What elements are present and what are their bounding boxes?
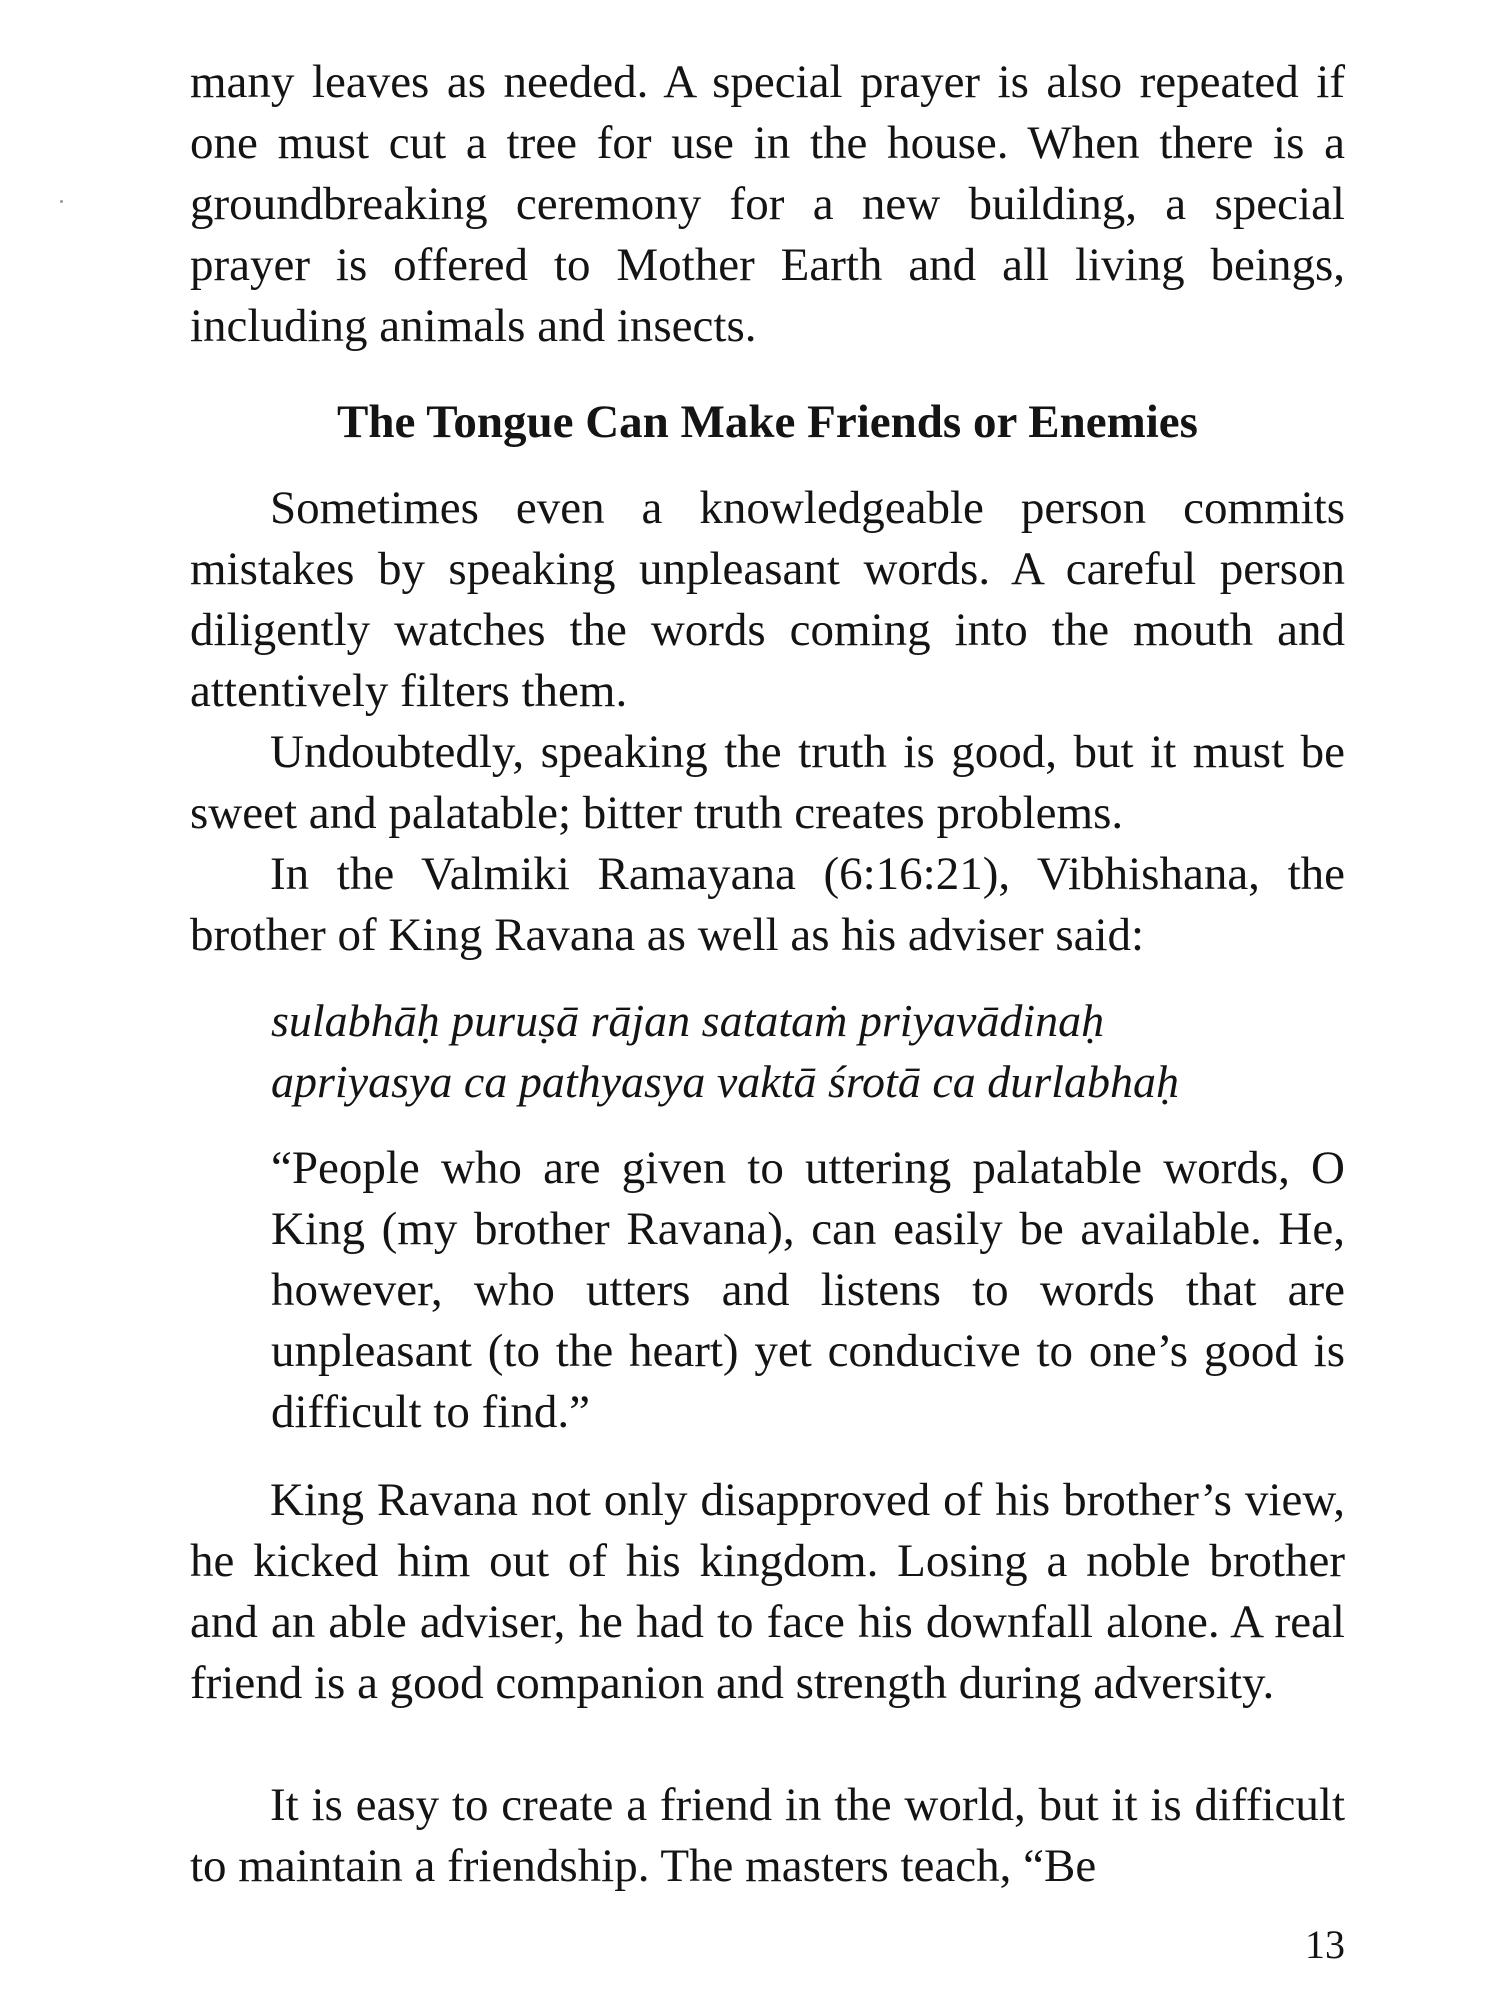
paragraph-5: It is easy to create a friend in the world, but it is difficult to maintain a friendship. The masters teach, “Be [190,1779,1345,1892]
verse-line-2: apriyasya ca pathyasya vaktā śrotā ca durlabhaḥ [271,1056,1179,1107]
section-heading: The Tongue Can Make Friends or Enemies [337,396,1198,448]
paragraph-1: Sometimes even a knowledgeable person commits mistakes by speaking unpleasant words. A careful person diligently watches the words coming into the mouth and attentively filters them. [190,482,1345,717]
verse-line-1: sulabhāḥ puruṣā rājan satataṁ priyavādinaḥ [271,995,1105,1046]
paragraph-2: Undoubtedly, speaking the truth is good, but it must be sweet and palatable; bitter truth creates problems. [190,726,1345,839]
paragraph-4: King Ravana not only disapproved of his brother’s view, he kicked him out of his kingdom. Losing a noble brother and an able adviser, he had to face his downfall alone. A real friend is a good companion and strength during adversity. [190,1474,1345,1709]
paragraph-intro: many leaves as needed. A special prayer is also repeated if one must cut a tree for use in the house. When there is a groundbreaking ceremony for a new building, a special prayer is offered to Mother Earth and all living beings, including animals and insects. [190,56,1345,352]
scan-speck [60,200,63,203]
verse-translation-quote: “People who are given to uttering palatable words, O King (my brother Ravana), can easily be available. He, however, who utters and listens to words that are unpleasant (to the heart) yet conducive to one’s good is difficult to find.” [271,1142,1345,1438]
paragraph-3: In the Valmiki Ramayana (6:16:21), Vibhishana, the brother of King Ravana as well as his adviser said: [190,848,1345,961]
page-number: 13 [1305,1922,1345,1967]
